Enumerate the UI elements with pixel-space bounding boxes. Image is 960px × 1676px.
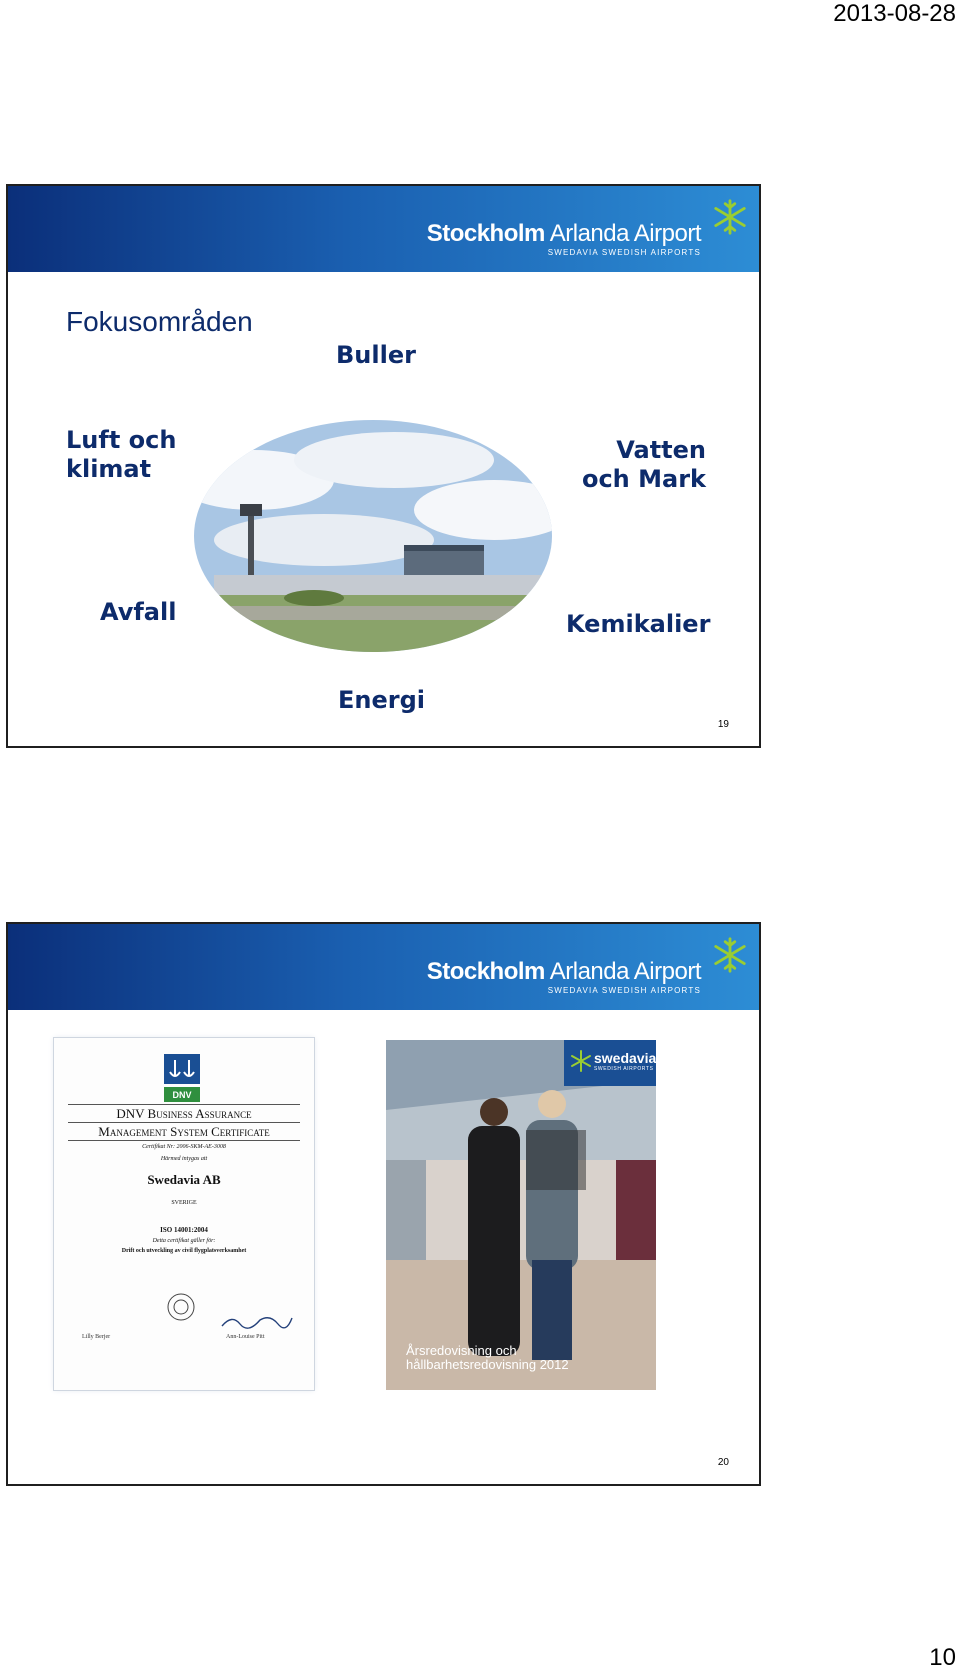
focus-area-luft: Luft och klimat — [66, 426, 177, 483]
cert-signer-2: Ann-Louise Pitt — [226, 1334, 265, 1340]
slide-header — [8, 924, 759, 1010]
swedavia-brand: swedavia — [594, 1050, 656, 1066]
focus-area-buller: Buller — [336, 341, 416, 369]
dnv-logo-icon — [164, 1054, 200, 1102]
snowflake-icon — [711, 198, 749, 236]
cert-country: SVERIGE — [171, 1200, 197, 1206]
svg-text:DNV: DNV — [172, 1090, 192, 1100]
cert-company-line1: DNV Business Assurance — [116, 1106, 252, 1121]
focus-area-avfall: Avfall — [100, 598, 177, 626]
cert-intro: Härmed intygas att — [160, 1156, 208, 1162]
slide-19 — [6, 184, 761, 748]
slide-20 — [6, 922, 761, 1486]
slide-number: 20 — [717, 1457, 729, 1468]
slide-number: 19 — [717, 719, 729, 730]
page-number: 10 — [929, 1644, 956, 1671]
airport-logo: Stockholm Arlanda Airport — [426, 958, 701, 985]
dnv-certificate — [54, 1038, 314, 1390]
cert-organization: Swedavia AB — [147, 1172, 221, 1187]
airport-photo — [194, 420, 552, 652]
page-date: 2013-08-28 — [833, 0, 956, 27]
cert-scope: Drift och utveckling av civil flygplatsverksamhet — [121, 1248, 247, 1254]
slide-header — [8, 186, 759, 272]
annual-report-cover — [386, 1040, 656, 1390]
accreditation-seal-icon — [166, 1292, 196, 1322]
airport-logo-subtitle: SWEDAVIA SWEDISH AIRPORTS — [547, 986, 701, 995]
airport-logo: Stockholm Arlanda Airport — [426, 220, 701, 247]
report-cover-caption: Årsredovisning och hållbarhetsredovisning 2012 — [406, 1343, 569, 1372]
focus-area-vatten: Vatten och Mark — [581, 436, 706, 493]
airport-logo-subtitle: SWEDAVIA SWEDISH AIRPORTS — [547, 248, 701, 257]
snowflake-icon — [711, 936, 749, 974]
swedavia-snowflake-icon — [570, 1050, 592, 1072]
swedavia-brand-badge — [564, 1040, 656, 1086]
focus-area-kemikalier: Kemikalier — [566, 610, 711, 638]
focus-area-energi: Energi — [338, 686, 425, 714]
cert-number: Certifikat Nr: 2006-SKM-AE-3008 — [142, 1144, 226, 1150]
cert-company-line2: Management System Certificate — [98, 1124, 270, 1139]
cert-standard: ISO 14001:2004 — [160, 1226, 208, 1234]
slide-title: Fokusområden — [66, 306, 253, 337]
swedavia-brand-sub: SWEDISH AIRPORTS — [594, 1066, 654, 1072]
cert-scope-label: Detta certifikat gäller för: — [152, 1238, 216, 1244]
signature-icon — [220, 1312, 294, 1330]
cert-signer: Lilly Berjer — [82, 1334, 111, 1340]
